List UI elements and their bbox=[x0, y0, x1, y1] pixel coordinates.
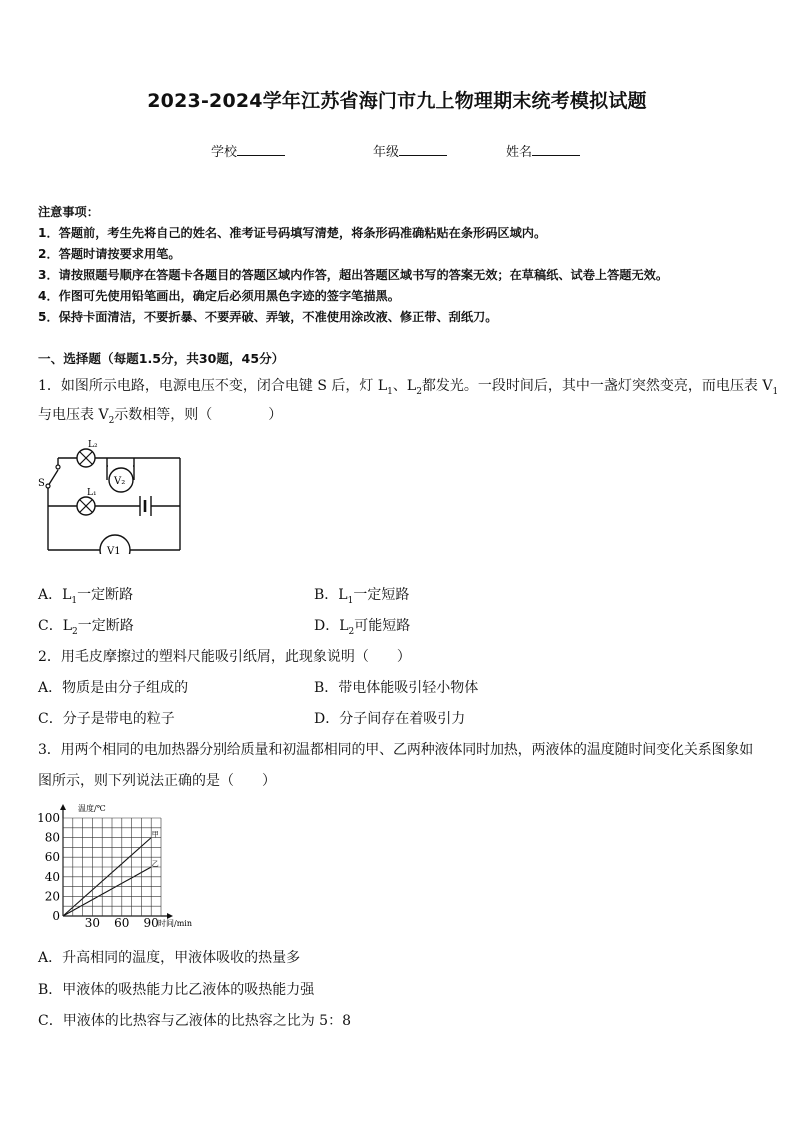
option-sub: 2 bbox=[72, 626, 78, 637]
temperature-time-chart bbox=[34, 800, 204, 935]
q1-option-a[interactable] bbox=[38, 584, 133, 606]
series-line bbox=[63, 867, 151, 916]
notice-item: 5．保持卡面清洁，不要折暴、不要弄破、弄皱，不准使用涂改液、修正带、刮纸刀。 bbox=[38, 310, 498, 324]
battery bbox=[140, 496, 151, 516]
notice-heading: 注意事项： bbox=[38, 205, 99, 219]
q2-option-a[interactable]: A．物质是由分子组成的 bbox=[38, 680, 189, 696]
page-title: 2023-2024学年江苏省海门市九上物理期末统考模拟试题 bbox=[147, 90, 647, 112]
grade-blank bbox=[399, 143, 447, 156]
option-text: B．L bbox=[314, 587, 348, 603]
option-text: 一定断路 bbox=[77, 618, 134, 634]
q1-text-line2 bbox=[38, 404, 282, 426]
q1-option-c[interactable] bbox=[38, 615, 134, 637]
notice-item: 1．答题前，考生先将自己的姓名、准考证号码填写清楚，将条形码准确粘贴在条形码区域内。 bbox=[38, 226, 547, 240]
y-tick-label: 80 bbox=[44, 830, 60, 845]
section-heading: 一、选择题（每题1.5分，共30题，45分） bbox=[38, 351, 285, 366]
lamp-L1 bbox=[77, 497, 95, 515]
q1-option-d[interactable] bbox=[314, 615, 410, 637]
school-blank bbox=[237, 143, 285, 156]
notice-item: 3．请按照题号顺序在答题卡各题目的答题区域内作答，超出答题区域书写的答案无效；在草稿纸、试卷上答题无效。 bbox=[38, 268, 669, 282]
switch-contact bbox=[56, 465, 60, 469]
name-label: 姓名 bbox=[506, 145, 533, 160]
voltmeter-V1-label: V1 bbox=[107, 546, 121, 554]
chart-xlabel: 时间/min bbox=[158, 919, 192, 928]
q1-fragment: 都发光。一段时间后，其中一盏灯突然变亮，而电压表 V bbox=[421, 378, 773, 394]
x-tick-label: 30 bbox=[84, 916, 101, 930]
grade-field bbox=[373, 141, 447, 160]
q2-option-c[interactable]: C．分子是带电的粒子 bbox=[38, 711, 175, 727]
name-blank bbox=[532, 143, 580, 156]
y-tick-label: 60 bbox=[44, 850, 60, 865]
q1-option-b[interactable] bbox=[314, 584, 409, 606]
switch-contact bbox=[46, 484, 50, 488]
option-text: D．L bbox=[314, 618, 349, 634]
notice-item: 4．作图可先使用铅笔画出，确定后必须用黑色字迹的签字笔描黑。 bbox=[38, 289, 400, 303]
lamp-L1-label: L₁ bbox=[87, 488, 97, 498]
q1-sub: 2 bbox=[108, 415, 115, 426]
q2-text: 2．用毛皮摩擦过的塑料尺能吸引纸屑，此现象说明（ ） bbox=[38, 649, 411, 665]
q3-option-c[interactable]: C．甲液体的比热容与乙液体的比热容之比为 5：8 bbox=[38, 1013, 351, 1029]
q1-sub: 2 bbox=[416, 386, 422, 397]
school-label: 学校 bbox=[211, 145, 238, 160]
option-text: 一定短路 bbox=[353, 587, 410, 603]
y-tick-label: 100 bbox=[37, 811, 60, 825]
q1-fragment: 示数相等，则（ ） bbox=[114, 407, 283, 423]
q2-option-b[interactable]: B．带电体能吸引轻小物体 bbox=[314, 680, 479, 696]
q3-text-line2: 图所示，则下列说法正确的是（ ） bbox=[38, 773, 276, 789]
lamp-L2 bbox=[77, 449, 95, 467]
series-label: 甲 bbox=[151, 830, 159, 839]
x-tick-label: 60 bbox=[114, 916, 130, 930]
option-sub: 2 bbox=[348, 626, 355, 637]
q1-sub: 1 bbox=[387, 386, 393, 397]
option-text: 一定断路 bbox=[77, 587, 134, 603]
notice-item: 2．答题时请按要求用笔。 bbox=[38, 247, 181, 261]
series-label: 乙 bbox=[151, 860, 159, 868]
option-text: 可能短路 bbox=[354, 618, 411, 634]
chart-ylabel: 温度/℃ bbox=[78, 804, 106, 813]
circuit-diagram bbox=[36, 436, 186, 554]
option-sub: 1 bbox=[71, 595, 78, 606]
switch-label: S bbox=[38, 478, 45, 489]
y-tick-label: 20 bbox=[44, 889, 60, 904]
x-tick-label: 90 bbox=[143, 916, 159, 930]
q3-option-b[interactable]: B．甲液体的吸热能力比乙液体的吸热能力强 bbox=[38, 982, 315, 998]
q2-option-d[interactable]: D．分子间存在着吸引力 bbox=[314, 711, 466, 727]
q3-option-a[interactable]: A．升高相同的温度，甲液体吸收的热量多 bbox=[38, 950, 301, 966]
y-tick-label: 40 bbox=[44, 869, 60, 884]
q1-fragment: 、L bbox=[392, 378, 417, 394]
voltmeter-V2-label: V₂ bbox=[114, 476, 126, 487]
y-tick-label: 0 bbox=[52, 909, 60, 923]
q1-fragment: 与电压表 V bbox=[38, 407, 109, 423]
school-field bbox=[211, 141, 285, 160]
option-sub: 1 bbox=[347, 595, 354, 606]
option-text: A．L bbox=[38, 587, 72, 603]
name-field bbox=[506, 141, 580, 160]
q1-text-line1 bbox=[38, 375, 778, 397]
grade-label: 年级 bbox=[373, 145, 400, 160]
q1-fragment: 1．如图所示电路，电源电压不变，闭合电键 S 后，灯 L bbox=[38, 378, 388, 394]
lamp-L2-label: L₂ bbox=[88, 440, 98, 450]
q1-sub: 1 bbox=[772, 386, 779, 397]
option-text: C．L bbox=[38, 618, 73, 634]
q3-text-line1: 3．用两个相同的电加热器分别给质量和初温都相同的甲、乙两种液体同时加热，两液体的温度随时间变化关系图象如 bbox=[38, 742, 754, 758]
